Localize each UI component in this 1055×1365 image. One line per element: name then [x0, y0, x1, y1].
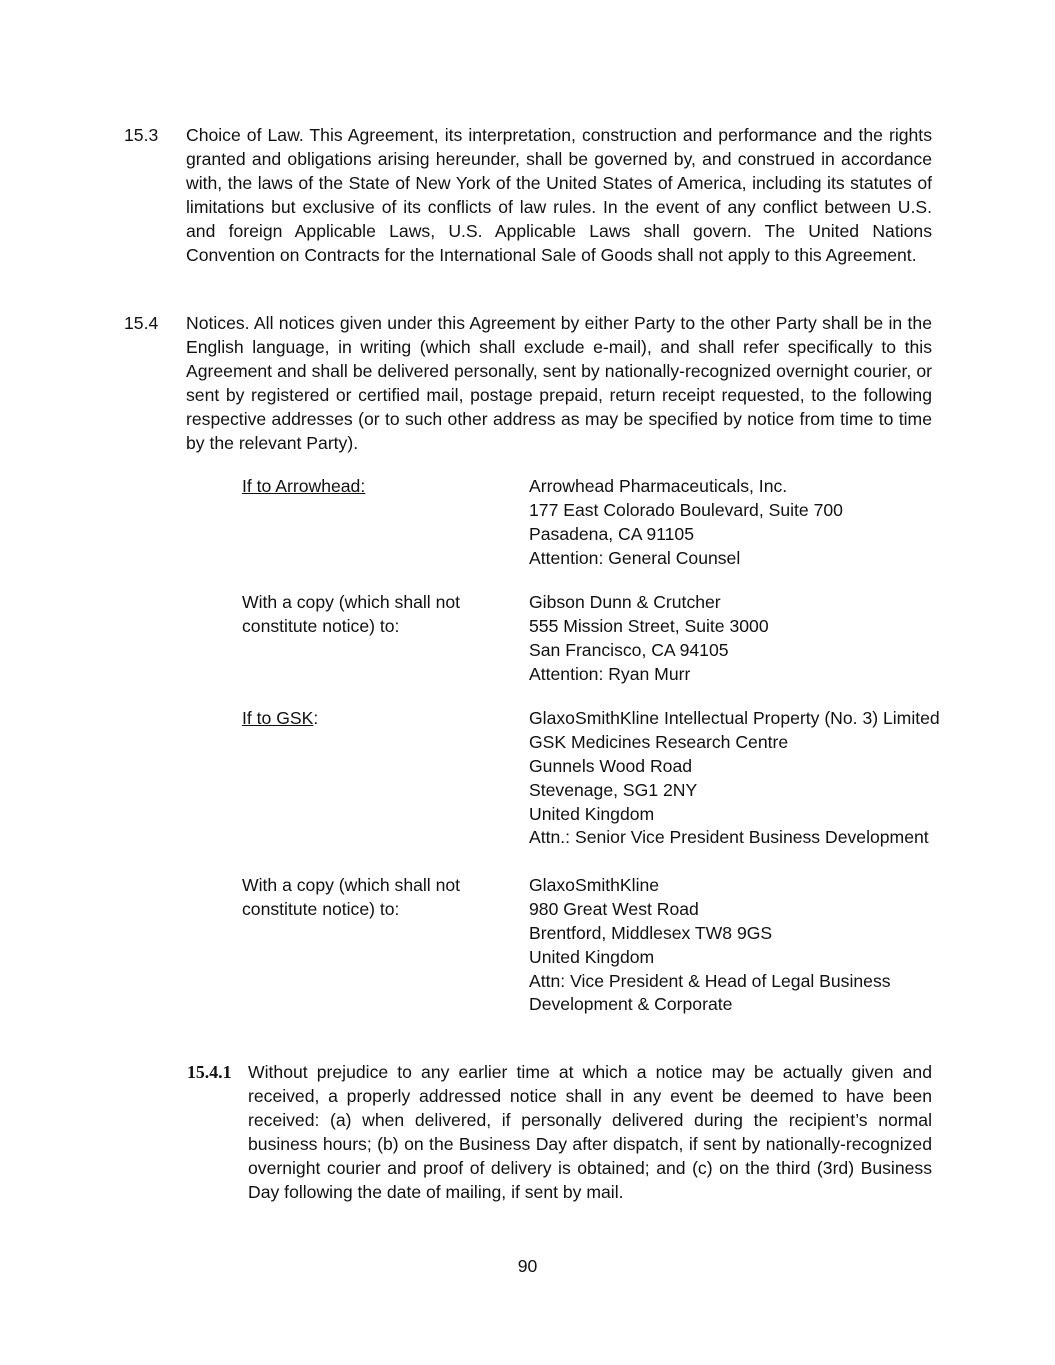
address-line: Gibson Dunn & Crutcher — [529, 592, 721, 612]
page-number: 90 — [517, 1256, 538, 1276]
address-line: Arrowhead Pharmaceuticals, Inc. — [529, 476, 788, 496]
section-15-3 — [124, 124, 932, 267]
address-line: United Kingdom — [529, 946, 655, 967]
address-line: Brentford, Middlesex TW8 9GS — [529, 922, 773, 943]
section-15-4 — [124, 312, 932, 455]
address-lines — [529, 707, 940, 850]
address-line: Attn.: Senior Vice President Business Development — [529, 827, 929, 848]
section-text: Notices. All notices given under this Agreement by either Party to the other Party shall be in the English language, in writing (which shall exclude e-mail), and shall refer specifically to this Agreement and shall be delivered personally, sent by nationally-recognized overnight courier, or sent by registered or certified mail, postage prepaid, return receipt requested, to the following respective addresses (or to such other address as may be specified by notice from time to time by the relevant Party). — [186, 313, 932, 453]
address-label: With a copy (which shall not constitute notice) to: — [242, 592, 461, 636]
address-line: GlaxoSmithKline — [529, 875, 660, 895]
section-number: 15.4 — [124, 313, 159, 333]
address-label: With a copy (which shall not constitute notice) to: — [242, 875, 461, 919]
address-label: If to Arrowhead: — [242, 476, 366, 496]
address-line: Pasadena, CA 91105 — [529, 523, 694, 544]
address-line: Development & Corporate — [529, 994, 733, 1015]
subsection-number: 15.4.1 — [187, 1062, 232, 1082]
address-label: If to GSK: — [242, 708, 319, 728]
address-line: United Kingdom — [529, 803, 655, 824]
address-line: Attention: Ryan Murr — [529, 663, 691, 684]
address-line: GlaxoSmithKline Intellectual Property (No. 3) Limited — [529, 708, 940, 728]
address-line: San Francisco, CA 94105 — [529, 639, 729, 660]
subsection-15-4-1 — [187, 1061, 932, 1204]
address-lines — [529, 591, 769, 687]
address-line: 980 Great West Road — [529, 898, 699, 919]
address-line: Attn: Vice President & Head of Legal Business — [529, 970, 891, 991]
address-line: 177 East Colorado Boulevard, Suite 700 — [529, 499, 843, 520]
section-text: Choice of Law. This Agreement, its interpretation, construction and performance and the rights granted and obligations arising hereunder, shall be governed by, and construed in accordance with, the laws of the State of New York of the United States of America, including its statutes of limitations but exclusive of its conflicts of law rules. In the event of any conflict between U.S. and foreign Applicable Laws, U.S. Applicable Laws shall govern. The United Nations Convention on Contracts for the International Sale of Goods shall not apply to this Agreement. — [186, 125, 932, 265]
address-lines — [529, 475, 843, 571]
address-line: Attention: General Counsel — [529, 547, 741, 568]
address-lines — [529, 874, 891, 1017]
address-line: GSK Medicines Research Centre — [529, 731, 789, 752]
address-line: Gunnels Wood Road — [529, 755, 693, 776]
address-line: Stevenage, SG1 2NY — [529, 779, 698, 800]
subsection-text: Without prejudice to any earlier time at which a notice may be actually given and received, a properly addressed notice shall in any event be deemed to have been received: (a) when delivered, if personally delivered during the recipient’s normal business hours; (b) on the Business Day after dispatch, if sent by nationally-recognized overnight courier and proof of delivery is obtained; and (c) on the third (3rd) Business Day following the date of mailing, if sent by mail. — [248, 1062, 932, 1202]
section-number: 15.3 — [124, 125, 159, 145]
address-line: 555 Mission Street, Suite 3000 — [529, 615, 769, 636]
